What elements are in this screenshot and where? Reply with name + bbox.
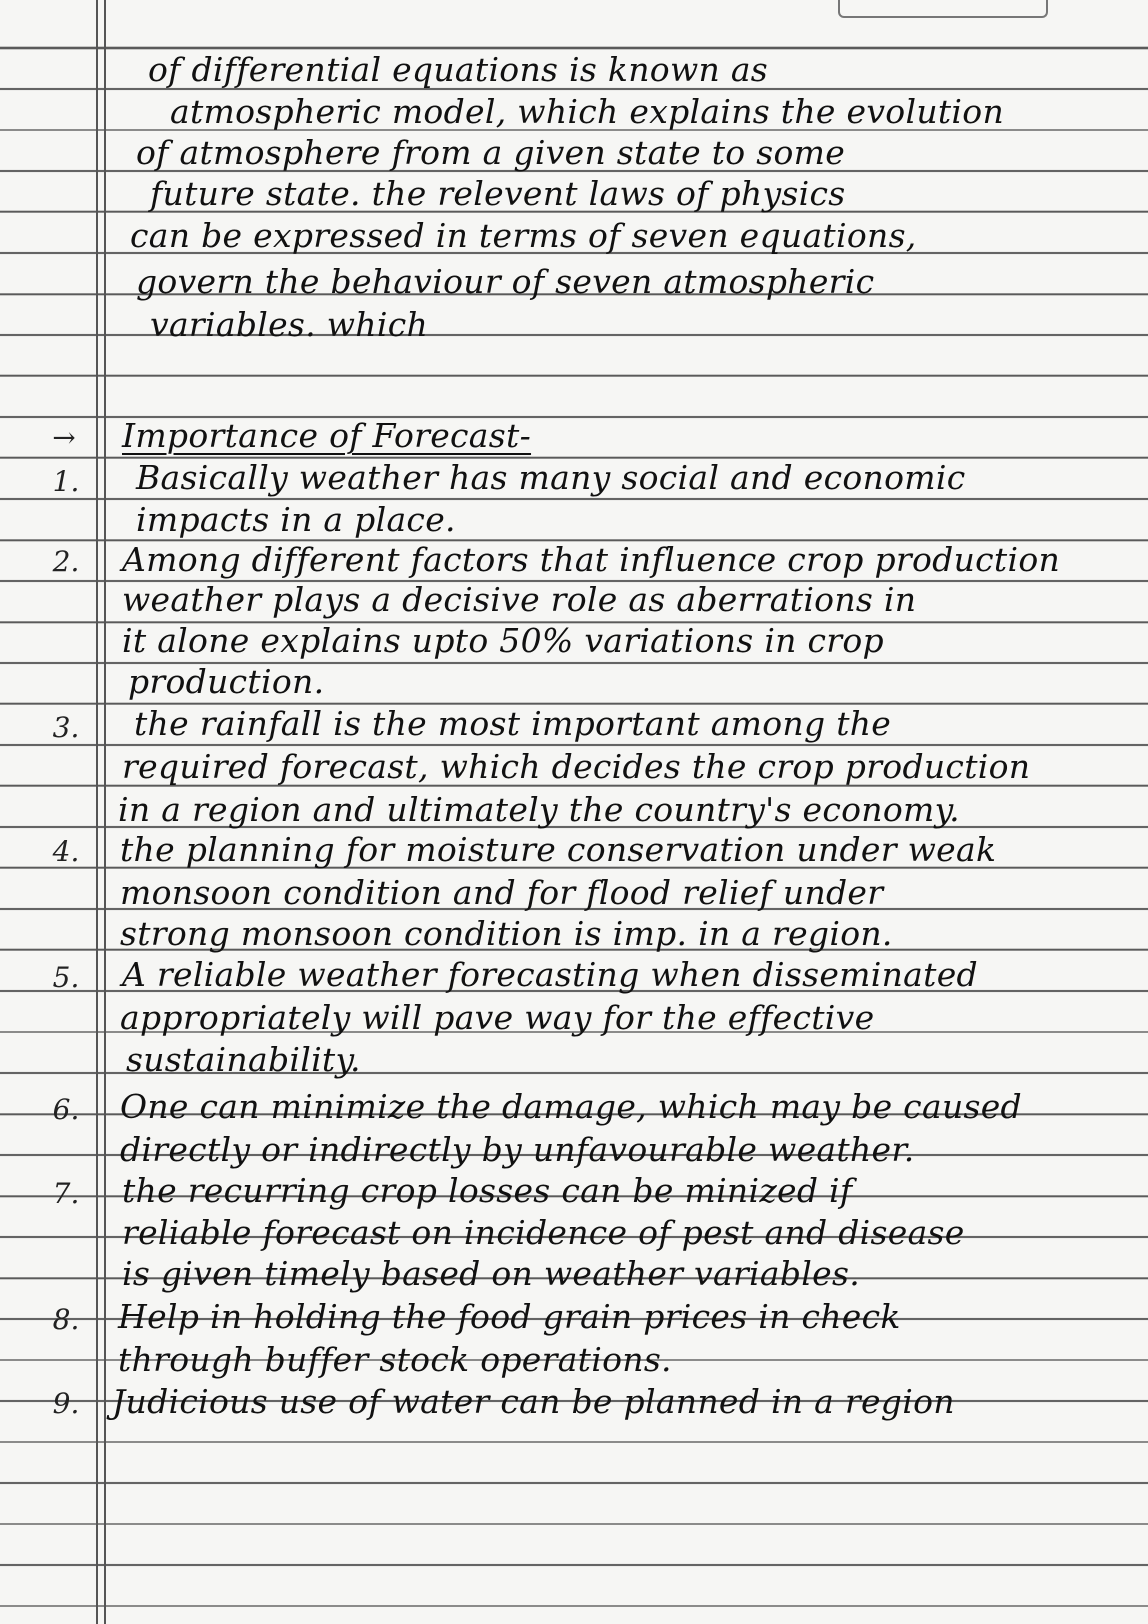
item-line: in a region and ultimately the country's economy. bbox=[118, 790, 960, 829]
paragraph-line: variables. which bbox=[150, 305, 429, 344]
margin-line-right bbox=[104, 0, 106, 1624]
paragraph-line: atmospheric model, which explains the evolution bbox=[170, 92, 1005, 131]
item-line: Basically weather has many social and economic bbox=[136, 458, 966, 497]
paragraph-line: govern the behaviour of seven atmospheric bbox=[136, 262, 875, 301]
item-number: 6. bbox=[52, 1093, 80, 1126]
section-heading: Importance of Forecast- bbox=[122, 416, 532, 455]
item-number: 5. bbox=[52, 961, 80, 994]
item-line: production. bbox=[128, 662, 325, 701]
item-line: A reliable weather forecasting when disseminated bbox=[122, 955, 978, 994]
margin-line-left bbox=[96, 0, 98, 1624]
item-number: 7. bbox=[52, 1177, 80, 1210]
paragraph-line: of atmosphere from a given state to some bbox=[136, 133, 846, 172]
paragraph-line: future state. the relevent laws of physics bbox=[150, 174, 846, 213]
item-line: through buffer stock operations. bbox=[118, 1340, 672, 1379]
item-number: 1. bbox=[52, 465, 80, 498]
item-line: reliable forecast on incidence of pest and disease bbox=[122, 1213, 965, 1252]
item-line: directly or indirectly by unfavourable weather. bbox=[120, 1130, 915, 1169]
item-line: monsoon condition and for flood relief under bbox=[120, 873, 884, 912]
item-number: 3. bbox=[52, 711, 80, 744]
item-line: appropriately will pave way for the effective bbox=[120, 998, 875, 1037]
item-line: required forecast, which decides the crop production bbox=[122, 747, 1031, 786]
item-line: the rainfall is the most important among the bbox=[134, 704, 892, 743]
item-line: it alone explains upto 50% variations in crop bbox=[122, 621, 884, 660]
item-line: sustainability. bbox=[126, 1040, 361, 1079]
item-line: weather plays a decisive role as aberrations in bbox=[122, 580, 917, 619]
item-number: 2. bbox=[52, 545, 80, 578]
item-number: 4. bbox=[52, 835, 80, 868]
item-line: Help in holding the food grain prices in check bbox=[118, 1297, 901, 1336]
item-line: Judicious use of water can be planned in a region bbox=[112, 1382, 955, 1421]
item-line: One can minimize the damage, which may be caused bbox=[120, 1087, 1022, 1126]
item-line: the recurring crop losses can be minized if bbox=[122, 1171, 853, 1210]
arrow-icon: → bbox=[52, 421, 76, 454]
item-line: the planning for moisture conservation under weak bbox=[120, 830, 997, 869]
item-line: Among different factors that influence crop production bbox=[122, 540, 1061, 579]
item-line: is given timely based on weather variables. bbox=[122, 1254, 860, 1293]
page-number-tab bbox=[838, 0, 1048, 18]
paragraph-line: of differential equations is known as bbox=[148, 50, 769, 89]
item-number: 9. bbox=[52, 1387, 80, 1420]
item-line: impacts in a place. bbox=[136, 500, 456, 539]
paragraph-line: can be expressed in terms of seven equations, bbox=[130, 216, 917, 255]
item-number: 8. bbox=[52, 1303, 80, 1336]
item-line: strong monsoon condition is imp. in a region. bbox=[120, 914, 893, 953]
